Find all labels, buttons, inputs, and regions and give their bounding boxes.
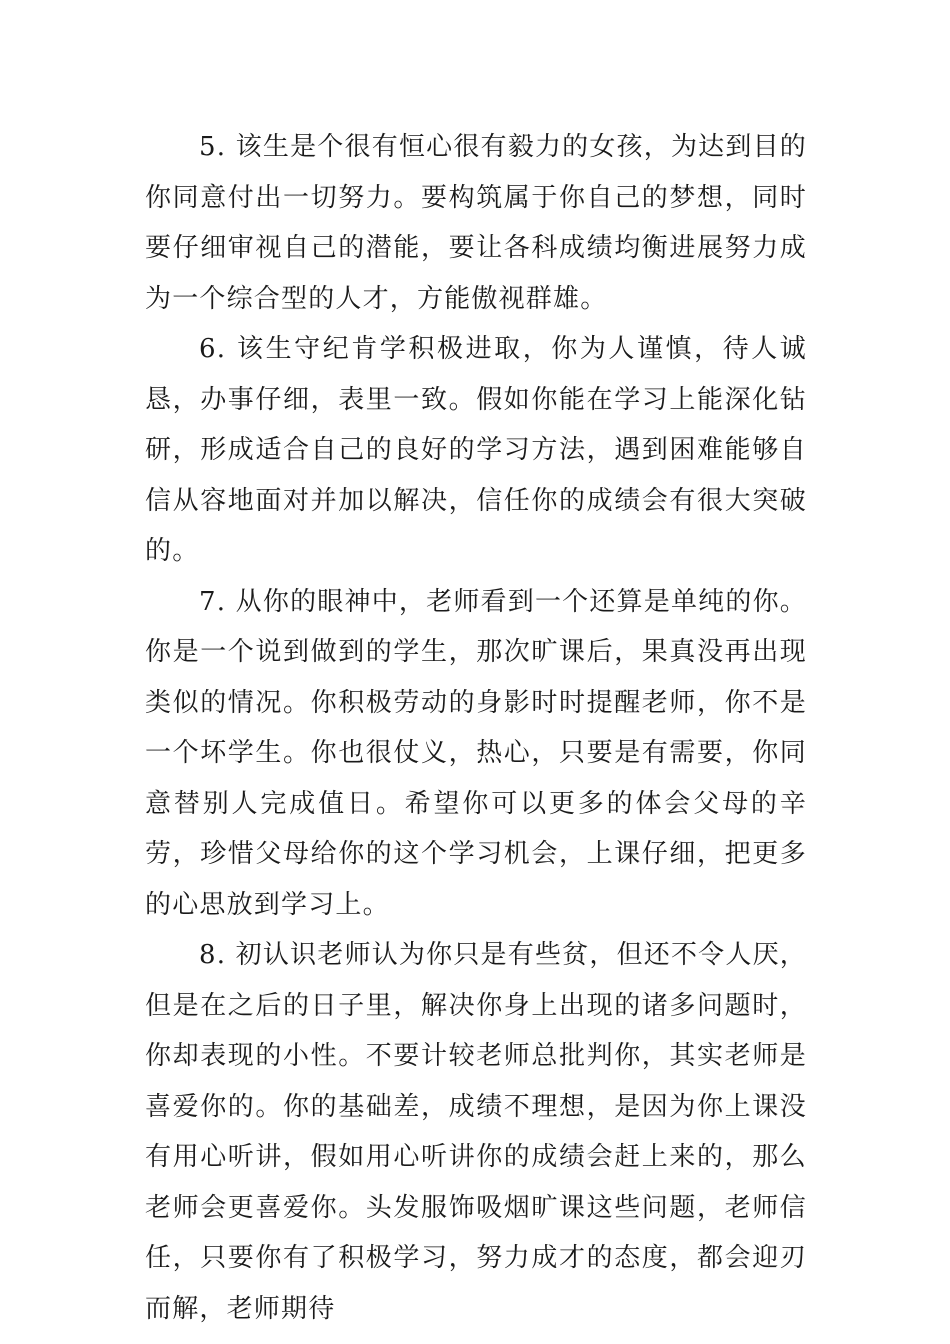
paragraph-6: 6. 该生守纪肯学积极进取，你为人谨慎，待人诚恳，办事仔细，表里一致。假如你能在学习上能深化钻研，形成适合自己的良好的学习方法，遇到困难能够自信从容地面对并加以解决，信任你的成绩会有很大突破的。 [145,334,807,566]
paragraph-8: 8. 初认识老师认为你只是有些贫，但还不令人厌，但是在之后的日子里，解决你身上出现的诸多问题时，你却表现的小性。不要计较老师总批判你，其实老师是喜爱你的。你的基础差，成绩不理想，是因为你上课没有用心听讲，假如用心听讲你的成绩会赶上来的，那么老师会更喜爱你。头发服饰吸烟旷课这些问题，老师信任，只要你有了积极学习，努力成才的态度，都会迎刃而解，老师期待 [145,940,807,1324]
paragraph-7: 7. 从你的眼神中，老师看到一个还算是单纯的你。你是一个说到做到的学生，那次旷课后，果真没再出现类似的情况。你积极劳动的身影时时提醒老师，你不是一个坏学生。你也很仗义，热心，只要是有需要，你同意替别人完成值日。希望你可以更多的体会父母的辛劳，珍惜父母给你的这个学习机会，上课仔细，把更多的心思放到学习上。 [145,586,807,920]
paragraph-5: 5. 该生是个很有恒心很有毅力的女孩，为达到目的你同意付出一切努力。要构筑属于你自己的梦想，同时要仔细审视自己的潜能，要让各科成绩均衡进展努力成为一个综合型的人才，方能傲视群雄。 [145,132,807,314]
